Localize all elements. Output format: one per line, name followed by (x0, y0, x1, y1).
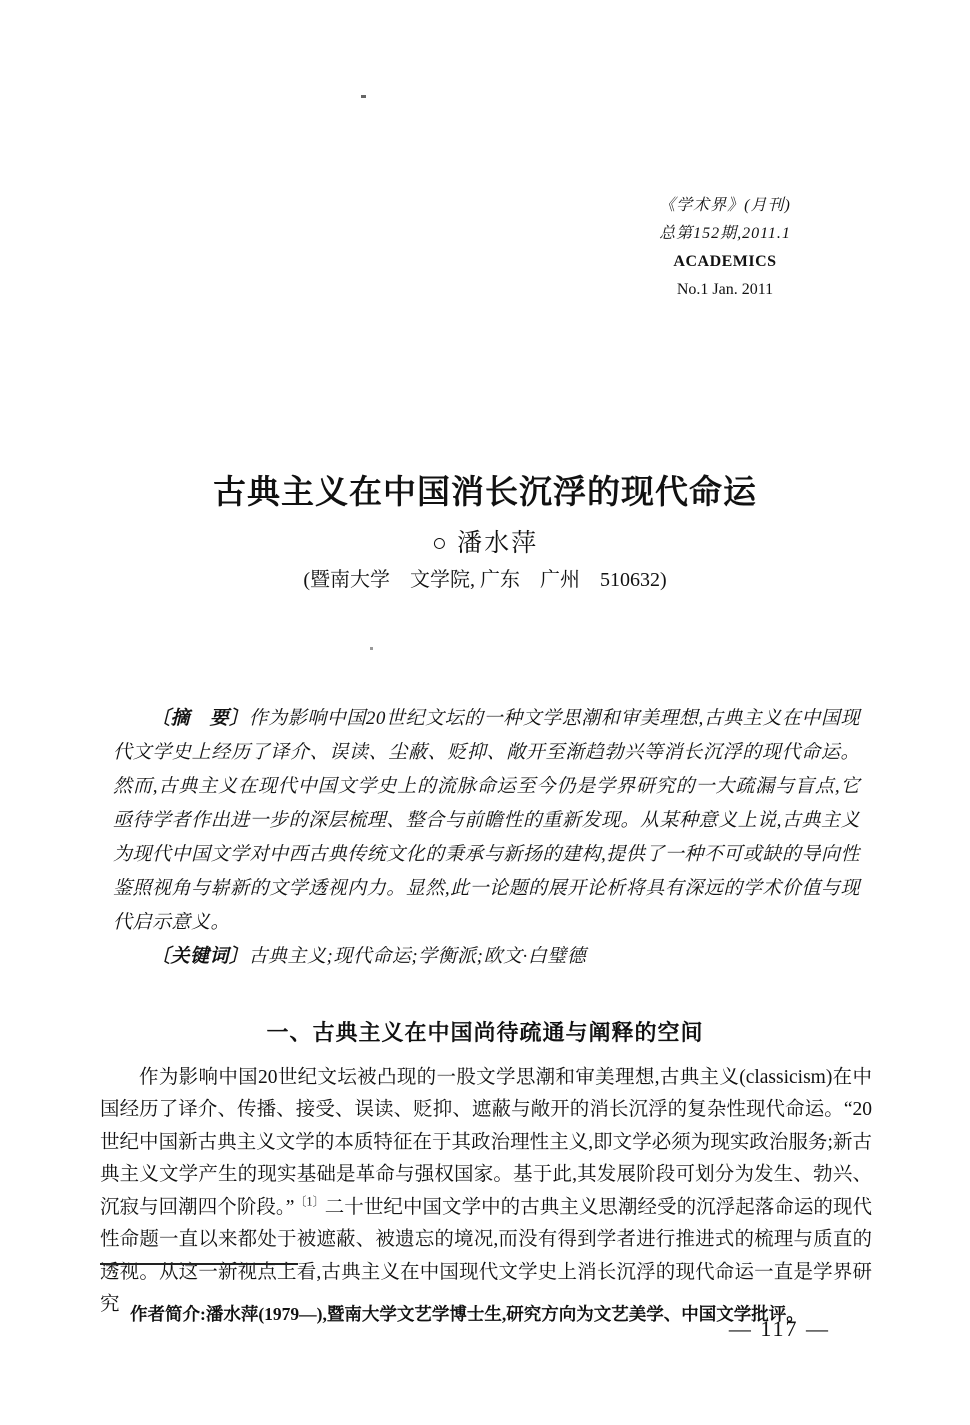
footnote-divider (100, 1263, 298, 1265)
body-paragraph (100, 1062, 872, 1322)
body-text-post: 二十世纪中国文学中的古典主义思潮经受的沉浮起落命运的现代性命题一直以来都处于被遮蔽、被遗忘的境况,而没有得到学者进行推进式的梳理与质直的透视。从这一新视点上看,古典主义在中国现代文学史上消长沉浮的现代命运一直是学界研究 (100, 1196, 873, 1315)
author-name: 潘水萍 (457, 530, 539, 557)
footnote-text: 潘水萍(1979—),暨南大学文艺学博士生,研究方向为文艺美学、中国文学批评。 (205, 1303, 804, 1324)
page-number: — 117 — (728, 1316, 830, 1341)
scan-artifact (361, 95, 366, 98)
author-affiliation: (暨南大学 文学院, 广东 广州 510632) (303, 569, 667, 591)
keywords-label: 〔关键词〕 (151, 946, 249, 967)
body-text-pre: 作为影响中国20世纪文坛被凸现的一股文学思潮和审美理想,古典主义(classicism)在中国经历了译介、传播、接受、误读、贬抑、遮蔽与敞开的消长沉浮的复杂性现代命运。“20世纪中国新古典主义文学的本质特征在于其政治理性主义,即文学必须为现实政治服务;新古典主义文学产生的现实基础是革命与强权国家。基于此,其发展阶段可划分为发生、勃兴、沉寂与回潮四个阶段。” (100, 1066, 872, 1218)
page-title: 古典主义在中国消长沉浮的现代命运 (213, 473, 757, 511)
journal-title-en: ACADEMICS (673, 253, 777, 270)
keywords-text: 古典主义;现代命运;学衡派;欧文·白璧德 (248, 946, 587, 967)
author-marker-icon: ○ (431, 530, 449, 557)
scan-artifact (370, 647, 373, 650)
journal-issue: 总第152期,2011.1 (659, 225, 791, 242)
abstract-label: 〔摘 要〕 (151, 708, 249, 729)
author-line (0, 523, 970, 559)
abstract-block (113, 702, 860, 974)
journal-header (600, 192, 850, 304)
keywords-paragraph (113, 940, 860, 974)
section-heading: 一、古典主义在中国尚待疏通与阐释的空间 (266, 1020, 704, 1046)
footnote-reference: 〔1〕 (294, 1194, 325, 1208)
abstract-text: 作为影响中国20世纪文坛的一种文学思潮和审美理想,古典主义在中国现代文学史上经历了译介、误读、尘蔽、贬抑、敞开至渐趋勃兴等消长沉浮的现代命运。然而,古典主义在现代中国文学史上的流脉命运至今仍是学界研究的一大疏漏与盲点,它亟待学者作出进一步的深层梳理、整合与前瞻性的重新发现。从某种意义上说,古典主义为现代中国文学对中西古典传统文化的秉承与新扬的建构,提供了一种不可或缺的导向性鉴照视角与崭新的文学透视内力。显然,此一论题的展开论析将具有深远的学术价值与现代启示意义。 (113, 708, 860, 933)
footnote-label: 作者简介: (130, 1303, 206, 1324)
journal-title-cn: 《学术界》(月刊) (659, 197, 791, 214)
journal-date: No.1 Jan. 2011 (676, 281, 774, 298)
abstract-paragraph (113, 702, 860, 940)
author-bio-footnote (130, 1301, 830, 1327)
